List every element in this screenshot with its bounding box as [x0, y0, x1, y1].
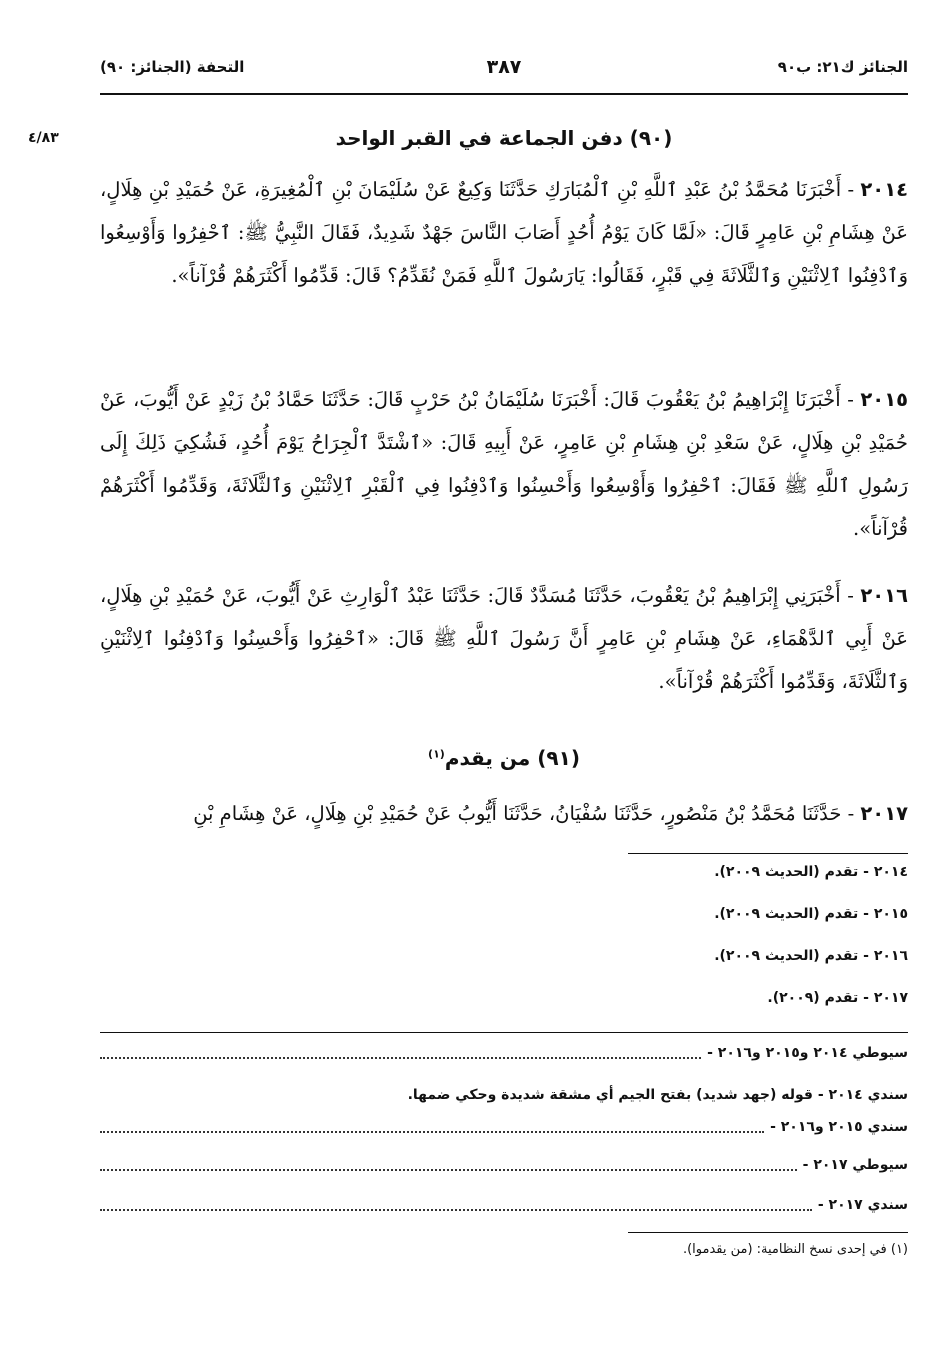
hadith-2017 — [100, 792, 908, 835]
notes-separator — [628, 853, 908, 854]
hadith-number: ٢٠١٥ — [860, 388, 908, 411]
footnote-separator — [628, 1232, 908, 1233]
takhrij-note: ٢٠١٧ - تقدم (٢٠٠٩). — [767, 990, 908, 1006]
page-number: ٣٨٧ — [486, 56, 522, 78]
header-rule — [100, 93, 908, 95]
takhrij-note: ٢٠١٦ - تقدم (الحديث ٢٠٠٩). — [714, 948, 908, 964]
footnote-ref: (١) — [428, 747, 445, 761]
hadith-2015 — [100, 378, 908, 550]
header-chapter-ref: الجنائز ك٢١: ب٩٠ — [777, 58, 908, 76]
sharh-line: سندي ٢٠١٧ - — [100, 1192, 908, 1218]
hadith-text: - أَخْبَرَنِي إِبْرَاهِيمُ بْنُ يَعْقُوبَ، حَدَّثَنَا مُسَدَّدٌ قَالَ: حَدَّثَنَا عَبْدُ ٱلْوَارِثِ عَنْ أَيُّوبَ، عَنْ حُمَيْدِ بْنِ هِلَالٍ، عَنْ أَبِي ٱلدَّهْمَاءِ، عَنْ هِشَامِ بْنِ عَامِرٍ أَنَّ رَسُولَ ٱللَّهِ ﷺ قَالَ: «ٱحْفِرُوا وَأَحْسِنُوا وَٱدْفِنُوا ٱلِاثْنَيْنِ وَٱلثَّلَاثَةَ، وَقَدِّمُوا أَكْثَرَهُمْ قُرْآناً». — [100, 584, 908, 693]
hadith-2016 — [100, 574, 908, 703]
hadith-number: ٢٠١٦ — [860, 584, 908, 607]
takhrij-note: ٢٠١٥ - تقدم (الحديث ٢٠٠٩). — [714, 906, 908, 922]
sharh-line: سيوطي ٢٠١٤ و٢٠١٥ و٢٠١٦ - — [100, 1040, 908, 1066]
shuruh-rule — [100, 1032, 908, 1033]
sharh-line: سندي ٢٠١٤ - قوله (جهد شديد) بفتح الجيم أي مشقة شديدة وحكي ضمها. — [407, 1087, 908, 1103]
hadith-number: ٢٠١٧ — [860, 802, 908, 825]
hadith-text: - أَخْبَرَنَا إِبْرَاهِيمُ بْنُ يَعْقُوبَ قَالَ: أَخْبَرَنَا سُلَيْمَانُ بْنُ حَرْبٍ قَالَ: حَدَّثَنَا حَمَّادُ بْنُ زَيْدٍ عَنْ أَيُّوبَ، عَنْ حُمَيْدِ بْنِ هِلَالٍ، عَنْ سَعْدِ بْنِ هِشَامِ بْنِ عَامِرٍ، عَنْ أَبِيهِ قَالَ: «ٱشْتَدَّ ٱلْجِرَاحُ يَوْمَ أُحُدٍ، فَشُكِيَ ذَلِكَ إِلَى رَسُولِ ٱللَّهِ ﷺ فَقَالَ: ٱحْفِرُوا وَأَوْسِعُوا وَأَحْسِنُوا وَٱدْفِنُوا فِي ٱلْقَبْرِ ٱلِاثْنَيْنِ وَٱلثَّلَاثَةَ، وَقَدِّمُوا أَكْثَرَهُمْ قُرْآناً». — [100, 388, 908, 540]
takhrij-note: ٢٠١٤ - تقدم (الحديث ٢٠٠٩). — [714, 864, 908, 880]
running-header — [100, 56, 908, 86]
header-tuhfa-ref: التحفة (الجنائز: ٩٠) — [100, 58, 245, 76]
sharh-line: سيوطي ٢٠١٧ - — [100, 1152, 908, 1178]
chapter-title-91: (٩١) من يقدم$^{(١)}$ — [428, 746, 580, 770]
hadith-text: - أَخْبَرَنَا مُحَمَّدُ بْنُ عَبْدِ ٱللَّهِ بْنِ ٱلْمُبَارَكِ حَدَّثَنَا وَكِيعٌ عَنْ سُلَيْمَانَ بْنِ ٱلْمُغِيرَةِ، عَنْ حُمَيْدِ بْنِ هِلَالٍ، عَنْ هِشَامِ بْنِ عَامِرٍ قَالَ: «لَمَّا كَانَ يَوْمُ أُحُدٍ أَصَابَ النَّاسَ جَهْدٌ شَدِيدٌ، فَقَالَ النَّبِيُّ ﷺ: ٱحْفِرُوا وَأَوْسِعُوا وَٱدْفِنُوا ٱلِاثْنَيْنِ وَٱلثَّلَاثَةَ فِي قَبْرٍ، فَقَالُوا: يَارَسُولَ ٱللَّهِ فَمَنْ نُقَدِّمُ؟ قَالَ: قَدِّمُوا أَكْثَرَهُمْ قُرْآناً». — [100, 178, 908, 287]
sharh-line: سندي ٢٠١٥ و٢٠١٦ - — [100, 1114, 908, 1140]
chapter-title-90: (٩٠) دفن الجماعة في القبر الواحد — [335, 126, 673, 150]
hadith-2014 — [100, 168, 908, 297]
footnote: (١) في إحدى نسخ النظامية: (من يقدموا). — [682, 1242, 908, 1257]
hadith-number: ٢٠١٤ — [860, 178, 908, 201]
hadith-text: - حَدَّثَنَا مُحَمَّدُ بْنُ مَنْصُورٍ، حَدَّثَنَا سُفْيَانُ، حَدَّثَنَا أَيُّوبُ عَنْ حُمَيْدِ بْنِ هِلَالٍ، عَنْ هِشَامِ بْنِ — [193, 802, 855, 825]
margin-volume-ref: ٤/٨٣ — [28, 130, 59, 146]
